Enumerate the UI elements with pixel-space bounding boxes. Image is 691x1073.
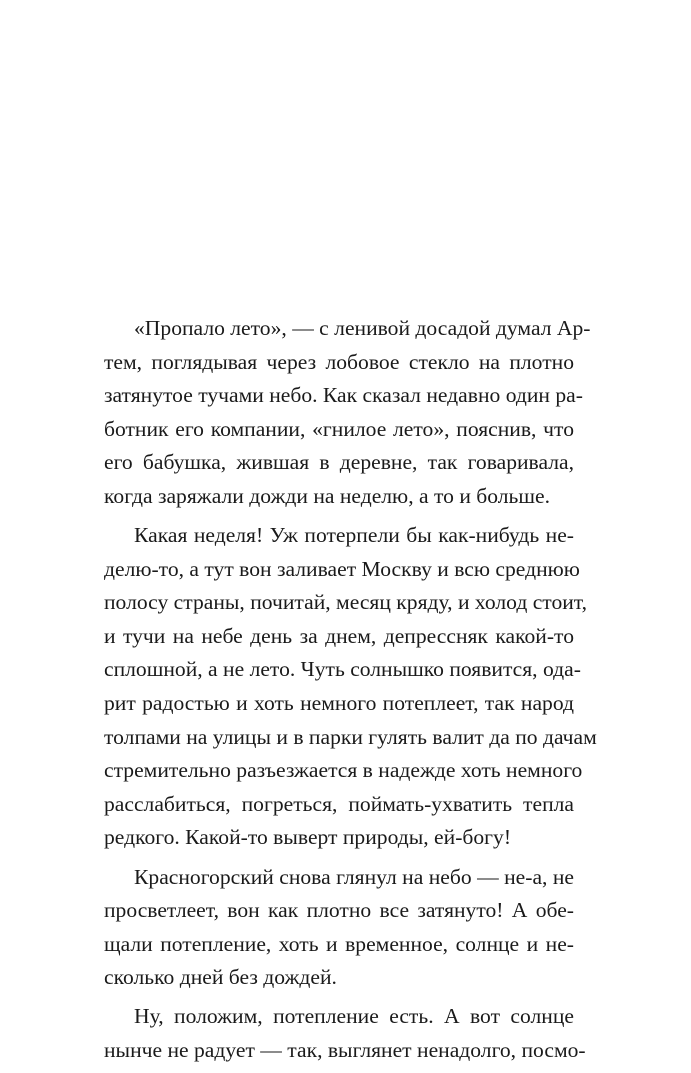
text-line: нынче не радует — так, выглянет ненадолго, посмо- <box>104 1037 586 1062</box>
text-line: редкого. Какой-то выверт природы, ей-богу! <box>104 825 512 850</box>
body-text <box>104 312 597 1073</box>
text-line: и тучи на небе день за днем, депрессняк какой-то <box>104 623 574 648</box>
text-line: когда заряжали дожди на неделю, а то и больше. <box>104 483 551 508</box>
paragraph-1 <box>104 312 591 514</box>
text-line: стремительно разъезжается в надежде хоть немного <box>104 758 583 783</box>
text-line: его бабушка, жившая в деревне, так говаривала, <box>104 450 574 475</box>
text-line: делю-то, а тут вон заливает Москву и всю среднюю <box>104 556 580 581</box>
paragraph-2 <box>104 519 597 855</box>
text-line: ботник его компании, «гнилое лето», пояснив, что <box>104 416 574 441</box>
paragraph-3 <box>104 861 574 995</box>
text-line: затянутое тучами небо. Как сказал недавно один ра- <box>104 383 583 408</box>
text-line: тем, поглядывая через лобовое стекло на плотно <box>104 349 574 374</box>
text-line: рит радостью и хоть немного потеплеет, так народ <box>104 691 574 716</box>
text-line: Ну, положим, потепление есть. А вот солнце <box>134 1004 574 1029</box>
text-line: «Пропало лето», — с ленивой досадой думал Ар- <box>134 316 591 340</box>
text-line: полосу страны, почитай, месяц кряду, и холод стоит, <box>104 590 588 615</box>
text-line: сплошной, а не лето. Чуть солнышко появится, ода- <box>104 657 581 682</box>
text-line: расслабиться, погреться, поймать-ухватить тепла <box>104 791 574 816</box>
text-line: просветлеет, вон как плотно все затянуто! А обе- <box>104 898 574 923</box>
text-line: Красногорский снова глянул на небо — не-а, не <box>134 864 574 889</box>
text-line: сколько дней без дождей. <box>104 965 337 990</box>
text-line: толпами на улицы и в парки гулять валит да по дачам <box>104 724 597 749</box>
text-line: Какая неделя! Уж потерпели бы как-нибудь не- <box>134 523 574 548</box>
text-line: щали потепление, хоть и временное, солнце и не- <box>104 931 574 956</box>
